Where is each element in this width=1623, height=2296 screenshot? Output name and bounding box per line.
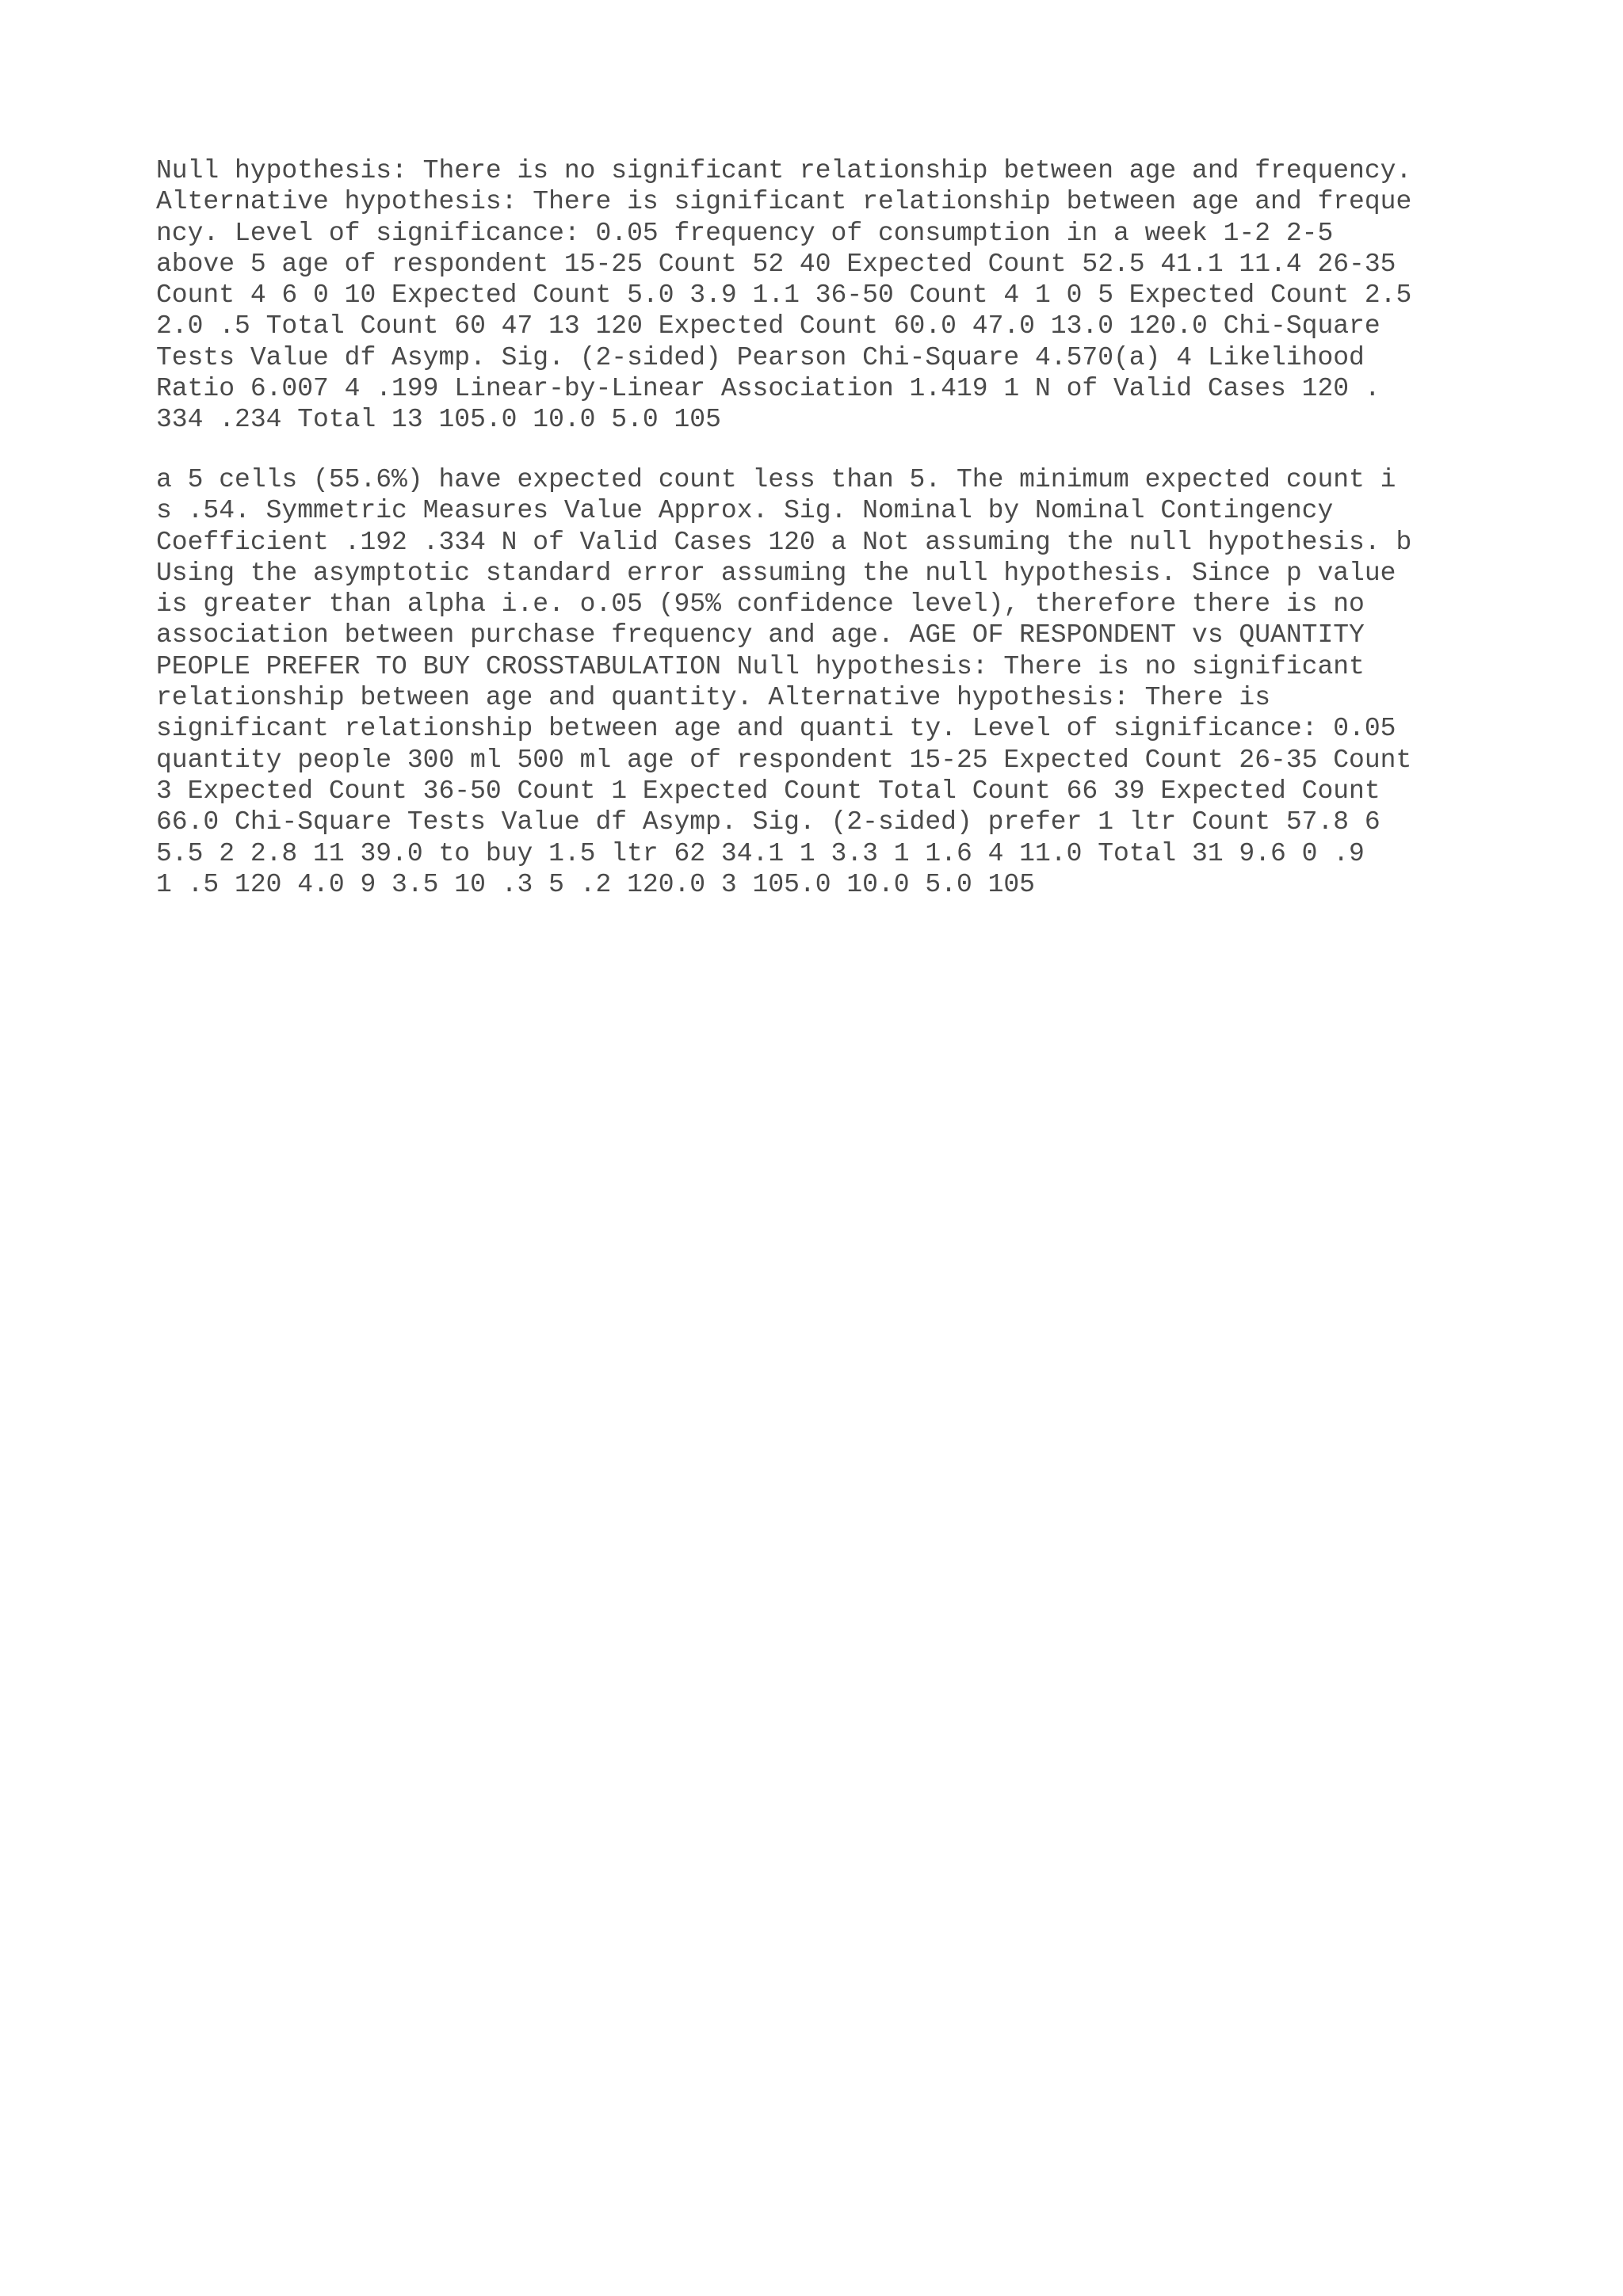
text-line: Count 4 6 0 10 Expected Count 5.0 3.9 1.1 36-50 Count 4 1 0 5 Expected Count 2.5 — [156, 280, 1412, 311]
text-line: quantity people 300 ml 500 ml age of respondent 15-25 Expected Count 26-35 Count — [156, 745, 1412, 775]
text-line: 3 Expected Count 36-50 Count 1 Expected Count Total Count 66 39 Expected Count — [156, 776, 1381, 806]
text-line: 66.0 Chi-Square Tests Value df Asymp. Sig. (2-sided) prefer 1 ltr Count 57.8 6 — [156, 807, 1381, 837]
text-line: Tests Value df Asymp. Sig. (2-sided) Pearson Chi-Square 4.570(a) 4 Likelihood — [156, 342, 1365, 372]
text-line: Alternative hypothesis: There is significant relationship between age and freque — [156, 187, 1412, 217]
text-line: ncy. Level of significance: 0.05 frequency of consumption in a week 1-2 2-5 — [156, 218, 1334, 248]
text-line: PEOPLE PREFER TO BUY CROSSTABULATION Null hypothesis: There is no significant — [156, 651, 1365, 681]
paragraph-chi-square-frequency — [156, 155, 1487, 436]
text-line: above 5 age of respondent 15-25 Count 52 40 Expected Count 52.5 41.1 11.4 26-35 — [156, 249, 1396, 279]
text-line: 334 .234 Total 13 105.0 10.0 5.0 105 — [156, 405, 721, 435]
text-line: Coefficient .192 .334 N of Valid Cases 120 a Not assuming the null hypothesis. b — [156, 527, 1412, 557]
text-line: Ratio 6.007 4 .199 Linear-by-Linear Association 1.419 1 N of Valid Cases 120 . — [156, 374, 1381, 404]
text-line: Using the asymptotic standard error assuming the null hypothesis. Since p value — [156, 558, 1396, 588]
text-line: is greater than alpha i.e. o.05 (95% confidence level), therefore there is no — [156, 589, 1365, 620]
paragraph-symmetric-measures-quantity — [156, 464, 1487, 900]
text-line: relationship between age and quantity. Alternative hypothesis: There is — [156, 683, 1271, 713]
text-line: significant relationship between age and quanti ty. Level of significance: 0.05 — [156, 714, 1396, 744]
text-line: 5.5 2 2.8 11 39.0 to buy 1.5 ltr 62 34.1 1 3.3 1 1.6 4 11.0 Total 31 9.6 0 .9 — [156, 838, 1365, 868]
text-line: association between purchase frequency and age. AGE OF RESPONDENT vs QUANTITY — [156, 620, 1365, 650]
text-line: 2.0 .5 Total Count 60 47 13 120 Expected Count 60.0 47.0 13.0 120.0 Chi-Square — [156, 311, 1381, 341]
text-line: a 5 cells (55.6%) have expected count less than 5. The minimum expected count i — [156, 465, 1396, 494]
text-line: s .54. Symmetric Measures Value Approx. Sig. Nominal by Nominal Contingency — [156, 496, 1334, 526]
text-line: 1 .5 120 4.0 9 3.5 10 .3 5 .2 120.0 3 105.0 10.0 5.0 105 — [156, 869, 1035, 899]
text-line: Null hypothesis: There is no significant relationship between age and frequency. — [156, 156, 1412, 185]
